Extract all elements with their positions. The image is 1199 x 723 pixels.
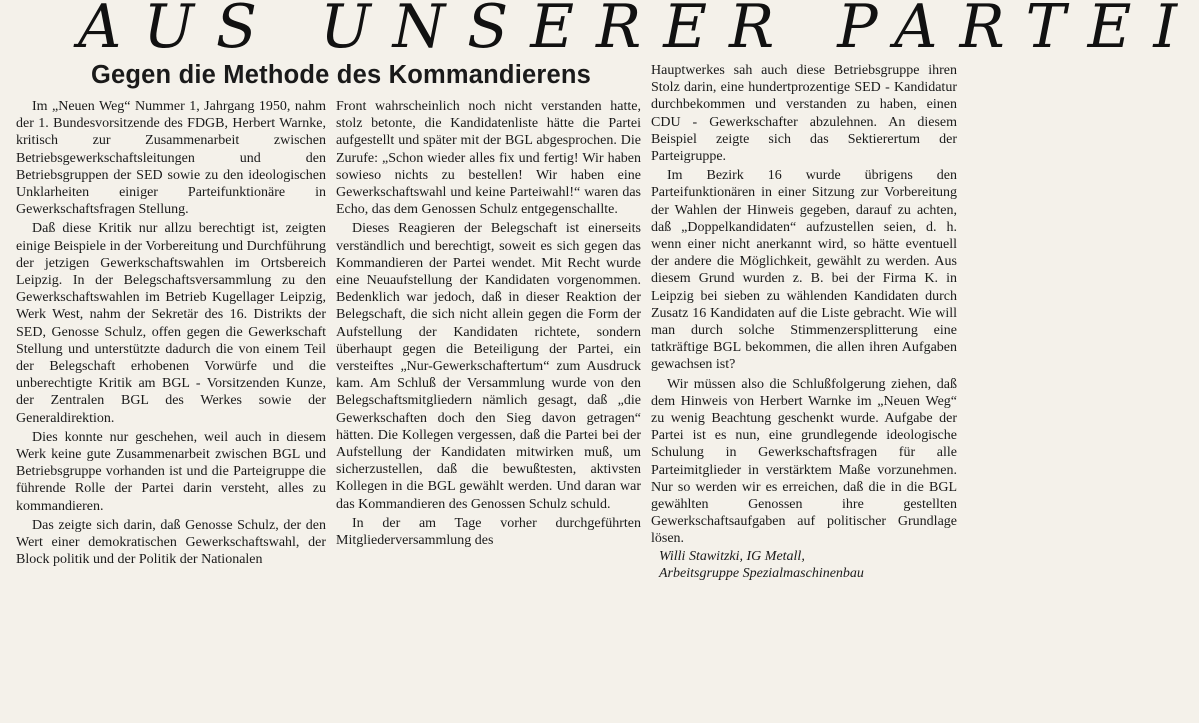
paragraph: In der am Tage vorher durchgeführten Mitgliederversammlung des — [336, 515, 641, 549]
author-affiliation: Arbeitsgruppe Spezialmaschinenbau — [659, 565, 864, 581]
article-column-3 — [651, 62, 957, 582]
article-column-2 — [336, 98, 641, 549]
paragraph: Dieses Reagieren der Belegschaft ist einerseits verständlich und berechtigt, soweit es sich gegen das Kommandieren der Partei wendet. Mit Recht wurde eine Neuaufstellung der Kandidaten vorgenommen. Bedenklich war jedoch, daß in dieser Reaktion der Belegschaft, die sich nicht allein gegen die Form der Aufstellung der Kandidaten richtete, sondern überhaupt gegen die Beteiligung der Partei, ein versteiftes „Nur-Gewerkschaftertum“ zum Ausdruck kam. Am Schluß der Versammlung wurde von den Belegschaftsmitgliedern nämlich gesagt, daß „die Gewerkschaften doch den Sieg davon getragen“ hätten. Die Kollegen vergessen, daß die Partei bei der Aufstellung der Kandidaten mitwirken muß, um sicherzustellen, daß die bewußtesten, aktivsten Kollegen in die BGL gewählt werden. Und daran war das Kommandieren des Genossen Schulz schuld. — [336, 221, 641, 512]
article-column-1 — [16, 98, 326, 568]
paragraph: Das zeigte sich darin, daß Genosse Schulz, der den Wert einer demokratischen Gewerkschaftswahl, der Block politik und der Politik der Nationalen — [16, 517, 326, 568]
paragraph: Wir müssen also die Schlußfolgerung ziehen, daß dem Hinweis von Herbert Warnke im „Neuen Weg“ zu wenig Beachtung geschenkt wurde. Aufgabe der Partei ist es nun, eine grundlegende ideologische Schulung in Gewerkschaftsfragen für alle Parteimitglieder in verstärktem Maße vorzunehmen. Nur so werden wir es erreichen, daß die in die BGL gewählten Genossen ihre gestellten Gewerkschaftsaufgaben auf politischer Grundlage lösen. — [651, 376, 957, 547]
section-title: AUS UNSERER PARTEI — [78, 0, 1199, 62]
paragraph: Hauptwerkes sah auch diese Betriebsgruppe ihren Stolz darin, eine hundertprozentige SED - Kandidatur durchbekommen und verstanden zu haben, einen CDU - Gewerkschafter abzulehnen. An diesem Beispiel zeigte sich das Sektierertum der Parteigruppe. — [651, 63, 957, 165]
paragraph: Daß diese Kritik nur allzu berechtigt ist, zeigten einige Beispiele in der Vorbereitung und Durchführung der jetzigen Gewerkschaftswahlen im Ortsbereich Leipzig. In der Belegschaftsversammlung zu den Gewerkschaftswahlen im Betrieb Kugellager Leipzig, Werk West, nahm der Sekretär des 16. Distrikts der SED, Genosse Schulz, offen gegen die Gewerkschaft Stellung und unterstützte dadurch die von einem Teil der Belegschaft erhobenen Vorwürfe und die unberechtigte Kritik am BGL - Vorsitzenden Kunze, der Zentralen BGL des Werkes sowie der Generaldirektion. — [16, 221, 326, 426]
paragraph: Im „Neuen Weg“ Nummer 1, Jahrgang 1950, nahm der 1. Bundesvorsitzende des FDGB, Herbert Warnke, kritisch zur Zusammenarbeit zwischen Betriebsgewerkschaftsleitungen und den Betriebsgruppen der SED sowie zu den ideologischen Unklarheiten einiger Parteifunktionäre in Gewerkschaftsfragen Stellung. — [16, 99, 326, 218]
author-signature: Willi Stawitzki, IG Metall, — [659, 548, 805, 564]
article-headline: Gegen die Methode des Kommandierens — [90, 61, 592, 89]
paragraph: Dies konnte nur geschehen, weil auch in diesem Werk keine gute Zusammenarbeit zwischen BGL und Betriebsgruppe vorhanden ist und die Parteigruppe die führende Rolle der Partei darin versteht, alles zu kommandieren. — [16, 429, 326, 514]
paragraph: Front wahrscheinlich noch nicht verstanden hatte, stolz betonte, die Kandidatenliste hätte die Partei aufgestellt und später mit der BGL abgesprochen. Die Zurufe: „Schon wieder alles fix und fertig! Wir haben sowieso nichts zu bestellen! Wir haben eine Gewerkschaftswahl und keine Parteiwahl!“ waren das Echo, das dem Genossen Schulz entgegenschallte. — [336, 99, 641, 218]
paragraph: Im Bezirk 16 wurde übrigens den Parteifunktionären in einer Sitzung zur Vorbereitung der Wahlen der Hinweis gegeben, darauf zu achten, daß „Doppelkandidaten“ aufzustellen seien, d. h. wenn einer nicht anerkannt wird, so hätte eventuell der andere die Möglichkeit, gewählt zu werden. Aus diesem Grund wurden z. B. bei der Firma K. in Leipzig bei sieben zu wählenden Kandidaten durch Zusatz 16 Kandidaten auf die Liste gebracht. Wie will man durch solche Stimmenzersplitterung eine tatkräftige BGL bekommen, die allen ihren Aufgaben gewachsen ist? — [651, 168, 957, 373]
